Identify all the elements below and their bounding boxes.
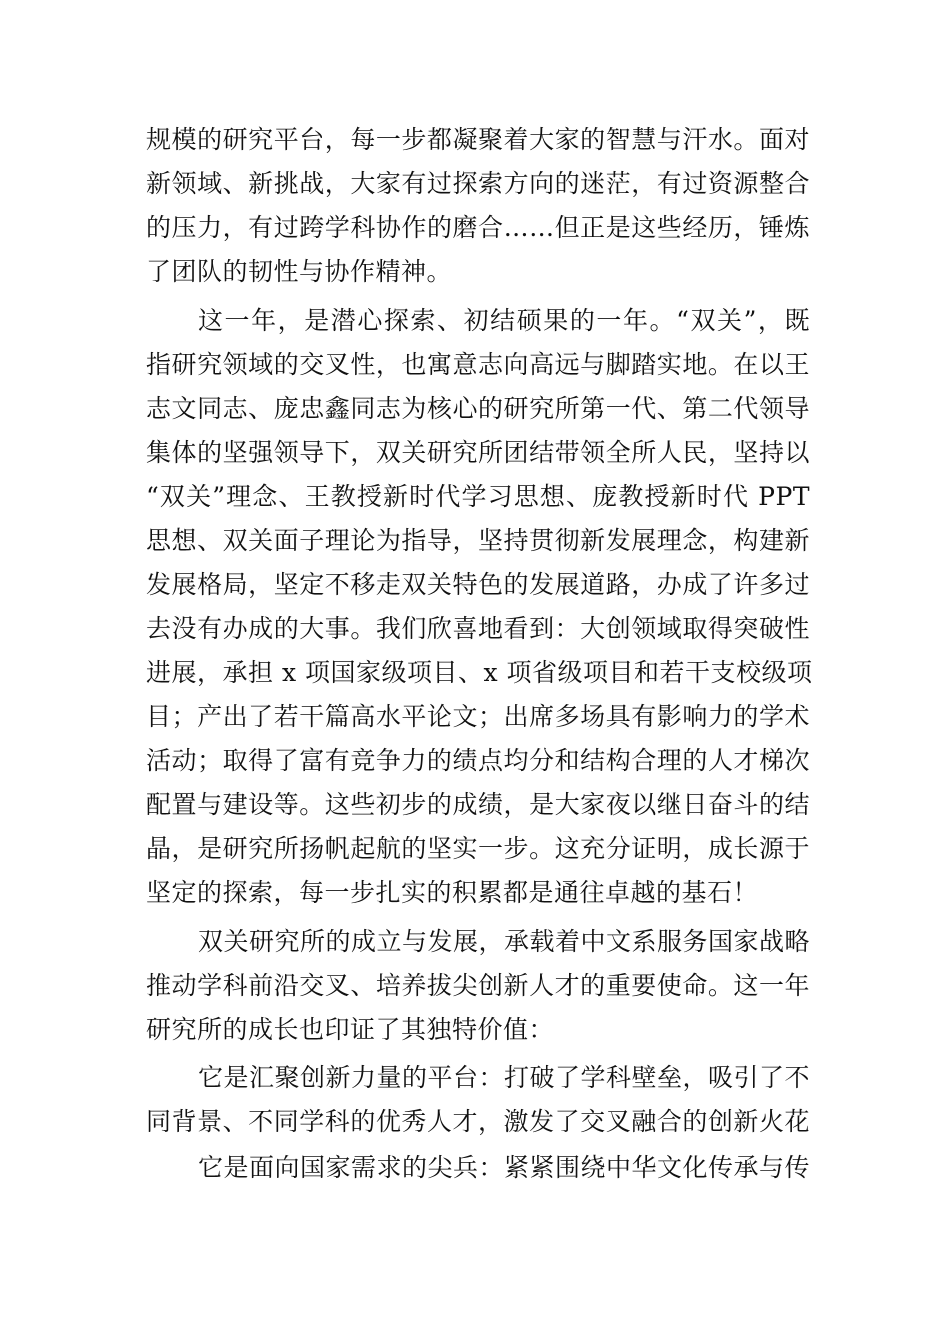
- paragraph-3: [146, 920, 810, 1052]
- text-line: 活动；取得了富有竞争力的绩点均分和结构合理的人才梯次: [146, 746, 810, 775]
- paragraph-5: [146, 1146, 810, 1190]
- text-line: 志文同志、庞忠鑫同志为核心的研究所第一代、第二代领导: [146, 394, 810, 423]
- text-line: 发展格局，坚定不移走双关特色的发展道路，办成了许多过: [146, 570, 810, 599]
- text-line: 进展，承担 x 项国家级项目、x 项省级项目和若干支校级项: [146, 658, 813, 687]
- text-line: “双关”理念、王教授新时代学习思想、庞教授新时代 PPT: [146, 482, 810, 511]
- text-line: 新领域、新挑战，大家有过探索方向的迷茫，有过资源整合: [146, 169, 810, 198]
- text-line: 它是面向国家需求的尖兵：紧紧围绕中华文化传承与传: [198, 1153, 811, 1182]
- text-line: 目；产出了若干篇高水平论文；出席多场具有影响力的学术: [146, 702, 810, 731]
- text-line: 去没有办成的大事。我们欣喜地看到：大创领域取得突破性: [146, 614, 810, 643]
- text-line: 晶，是研究所扬帆起航的坚实一步。这充分证明，成长源于: [146, 834, 810, 863]
- text-line: 指研究领域的交叉性，也寓意志向高远与脚踏实地。在以王: [146, 350, 810, 379]
- text-line: 推动学科前沿交叉、培养拔尖创新人才的重要使命。这一年: [146, 971, 810, 1000]
- text-line: 规模的研究平台，每一步都凝聚着大家的智慧与汗水。面对: [146, 125, 810, 154]
- text-line: 同背景、不同学科的优秀人才，激发了交叉融合的创新火花: [146, 1107, 810, 1136]
- paragraph-1: [146, 118, 810, 294]
- text-line: 研究所的成长也印证了其独特价值：: [146, 1015, 555, 1044]
- text-line: 思想、双关面子理论为指导，坚持贯彻新发展理念，构建新: [146, 526, 810, 555]
- paragraph-2: [146, 299, 813, 915]
- text-line: 配置与建设等。这些初步的成绩，是大家夜以继日奋斗的结: [146, 790, 810, 819]
- text-line: 集体的坚强领导下，双关研究所团结带领全所人民，坚持以: [146, 438, 810, 467]
- text-line: 坚定的探索，每一步扎实的积累都是通往卓越的基石！: [146, 878, 759, 907]
- text-line: 双关研究所的成立与发展，承载着中文系服务国家战略: [198, 927, 811, 956]
- text-line: 的压力，有过跨学科协作的磨合……但正是这些经历，锤炼: [146, 213, 810, 242]
- text-line: 了团队的韧性与协作精神。: [146, 257, 453, 286]
- text-line: 它是汇聚创新力量的平台：打破了学科壁垒，吸引了不: [198, 1063, 811, 1092]
- text-line: 这一年，是潜心探索、初结硕果的一年。“双关”，既: [198, 306, 810, 335]
- paragraph-4: [146, 1056, 810, 1144]
